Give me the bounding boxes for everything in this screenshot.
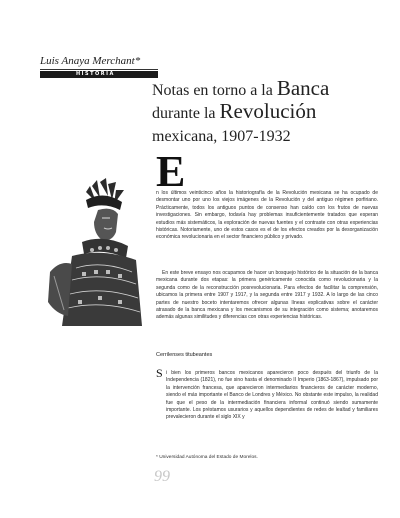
section-label: HISTORIA [76,71,115,77]
paragraph-3: i bien los primeros bancos mexicanos aparecieron poco después del triunfo de la Independencia (1821), no fue sino hasta el denominado II Imperio (1863-1867), impulsado por la intervención francesa, que aparecieron intermediarios financieros de carácter moderno, siendo el más importante el Banco de Londres y México. No obstante este impulso, la realidad fue que el peso de la intermediación financiera informal continuó siendo sumamente importante. Los préstamos usurarios y aquellos dependientes de redes de lealtad y familiares prevalecieron durante el siglo XIX y [166,370,378,421]
footnote: * Universidad Autónoma del Estado de Morelos. [156,455,258,460]
paragraph-1: n los últimos veinticinco años la historiografía de la Revolución mexicana se ha ocupado de desmontar uno por uno los viejos imágenes de la Revolución y del antiguo régimen porfiriano. Prácticamente, todos los antiguos puntos de consenso han caído con los frutos de nuevas investigaciones. Sin embargo, todavía hay problemas insuficientemente tratados que esperan estudios más sistemáticos, la exploración de nuevas fuentes y el contraste con otras experiencias históricas. Notoriamente, uno de estos casos es el de los efectos creados por la desorganización económica revolucionaria en el sector financiero público y privado. [156,190,378,241]
drop-cap-s: S [156,366,163,380]
article-title [152,78,372,147]
title-line-3: mexicana, 1907-1932 [152,128,291,145]
page-number: 99 [154,468,170,485]
title-line-1: Notas en torno a la Banca [152,76,330,100]
drop-cap: E [156,147,186,196]
section-rule [40,69,158,70]
section-subheading: Cerrilenses titubeantes [156,352,213,358]
author-name: Luis Anaya Merchant* [40,55,141,67]
paragraph-2: En este breve ensayo nos ocupamos de hacer un bosquejo histórico de la situación de la banca mexicana durante dos etapas: la primera genéricamente conocida como revolucionaria y la segunda como de la reconstrucción posrevolucionaria. Para efectos de facilitar la comprensión, ubicamos la primera entre 1907 y 1917, y la segunda entre 1917 y 1932. A lo largo de las cinco partes de nuestro boceto intentaremos ofrecer algunas líneas explicativas sobre el carácter atrasado de la banca mexicana y los mecanismos de su integración como sistema; anotaremos además algunas similitudes y diferencias con otras experiencias históricas. [156,270,378,321]
warrior-illustration [42,176,152,336]
title-line-2: durante la Revolución [152,99,317,123]
